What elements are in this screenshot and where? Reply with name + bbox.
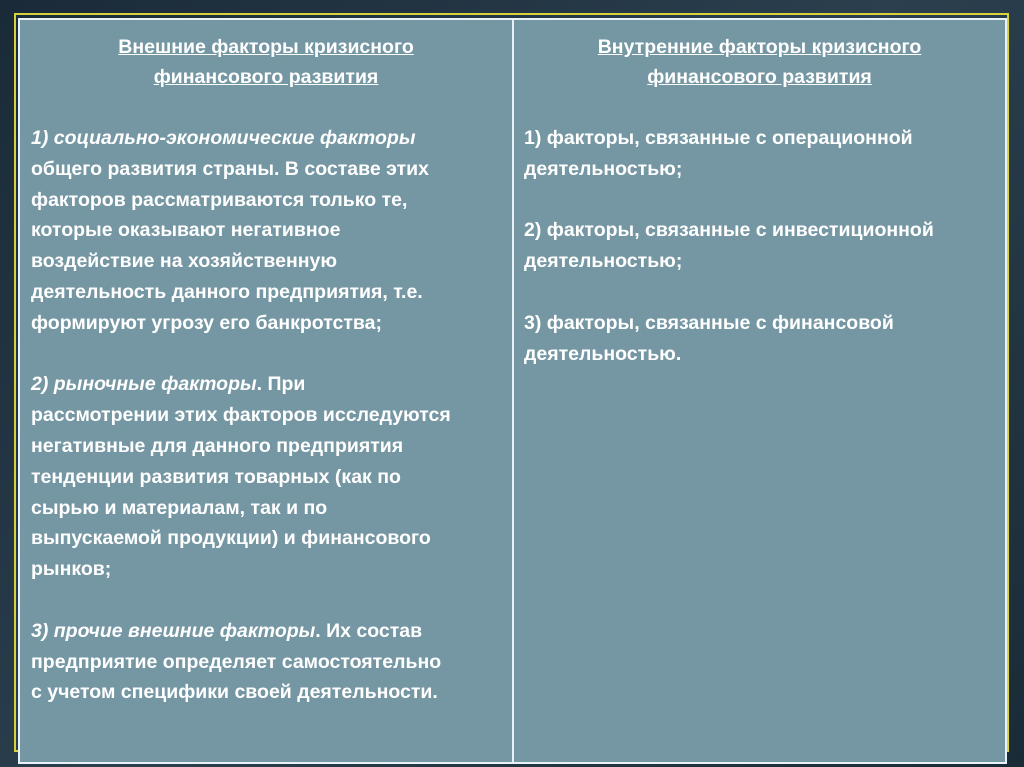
internal-factor-item: 1) факторы, связанные с операционной деятельностью; [524, 127, 913, 180]
internal-factor-item: 2) факторы, связанные с инвестиционной деятельностью; [524, 219, 934, 273]
factor-description: . При рассмотрении этих факторов исследуются негативные для данного предприятия тенденции развития товарных (как по сырью и материалам, так и по выпускаемой продукции) и финансового рынков; [31, 373, 451, 581]
factors-table [18, 18, 1007, 764]
internal-factors-column [514, 20, 1005, 762]
external-factor-item [31, 123, 512, 339]
factor-title: 3) прочие внешние факторы [31, 619, 316, 642]
factor-description: общего развития страны. В составе этих факторов рассматриваются только те, которые оказывают негативное воздействие на хозяйственную деятельность данного предприятия, т.е. формируют угрозу его банкротства; [31, 157, 429, 334]
external-factors-heading: Внешние факторы кризисного финансового развития [118, 36, 414, 88]
external-factor-item [31, 369, 512, 585]
external-factor-item [31, 616, 512, 708]
external-factors-column [20, 20, 514, 762]
internal-factor-item: 3) факторы, связанные с финансовой деятельностью. [524, 311, 894, 365]
factor-title: 2) рыночные факторы [31, 373, 257, 396]
factor-title: 1) социально-экономические факторы [31, 127, 416, 149]
internal-factors-heading: Внутренние факторы кризисного финансового развития [597, 36, 922, 88]
factor-description: . Их состав предприятие определяет самостоятельно с учетом специфики своей деятельности. [31, 619, 442, 704]
